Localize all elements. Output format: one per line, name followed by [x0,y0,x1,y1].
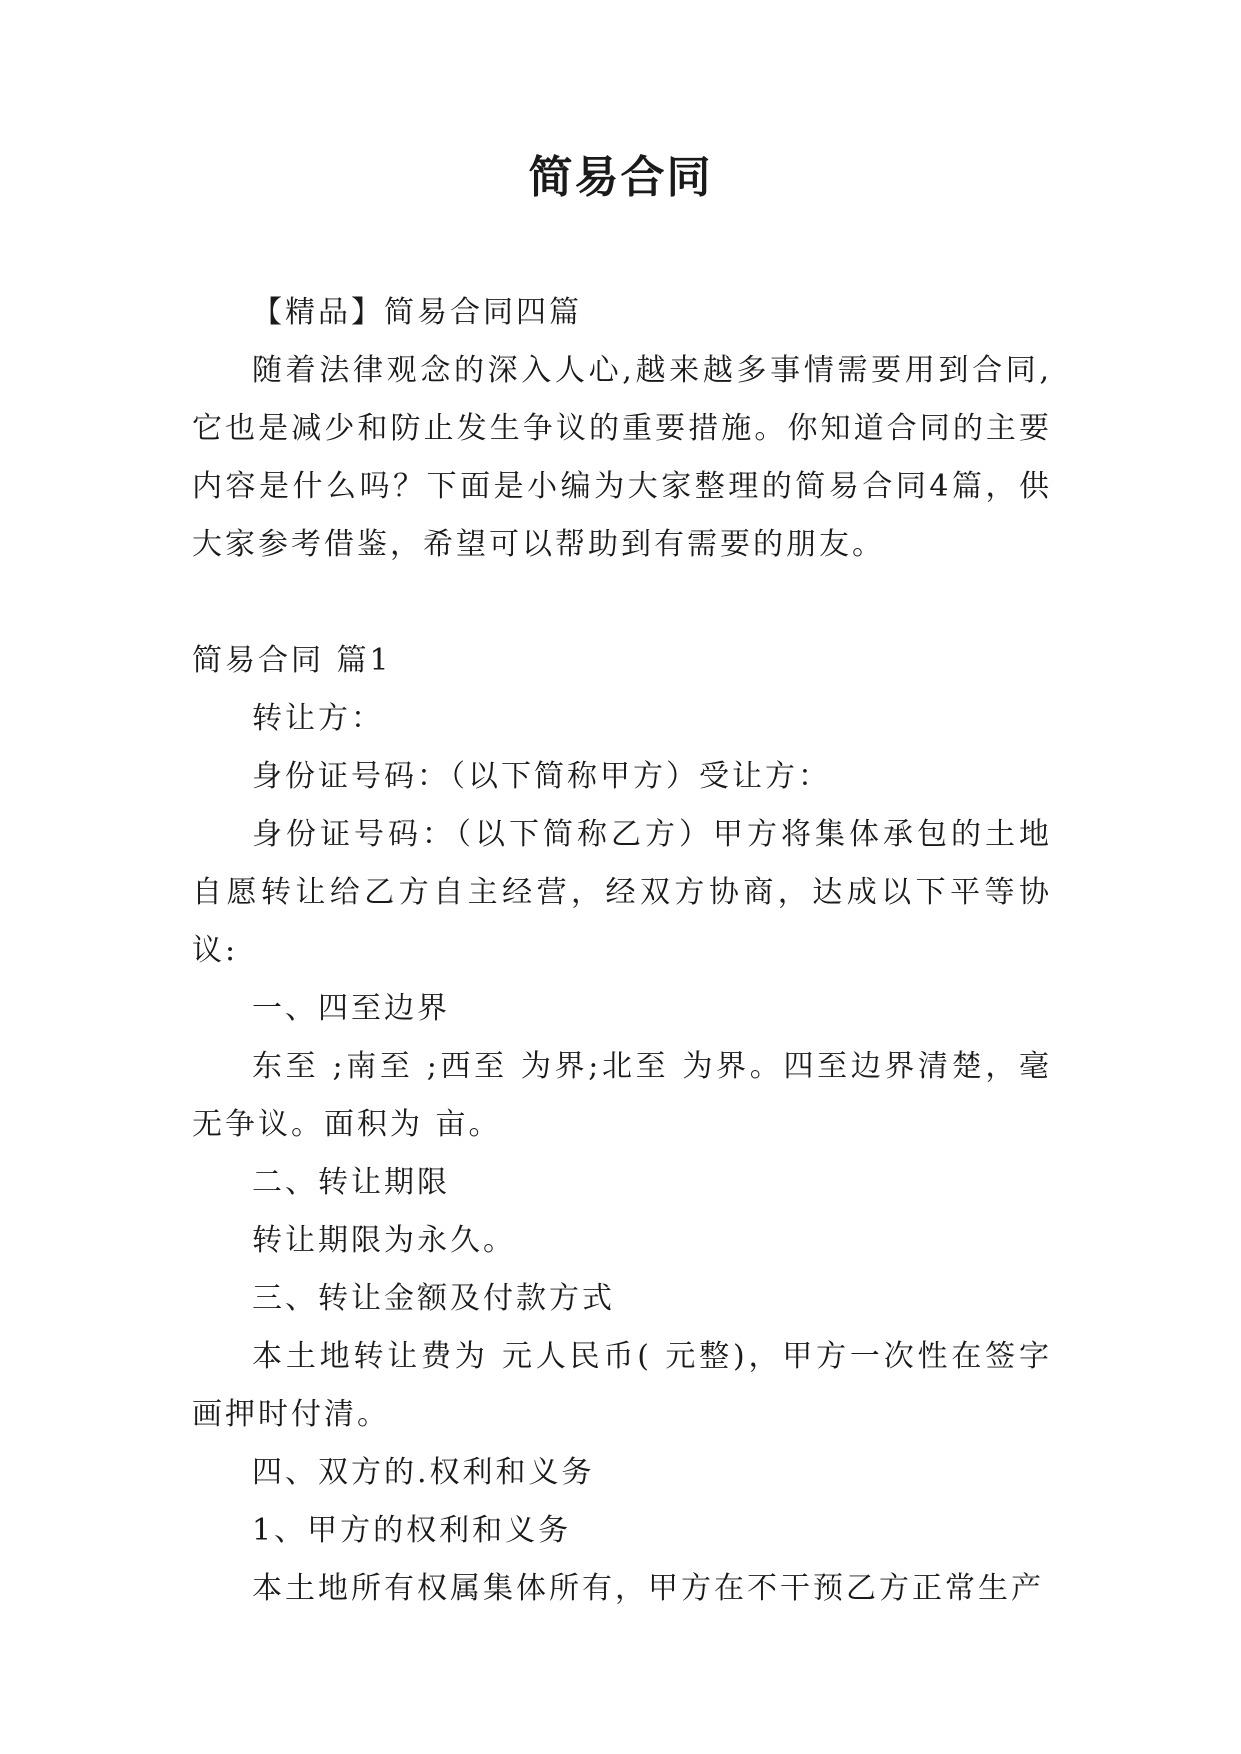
paragraph-id-party-a: 身份证号码：（以下简称甲方）受让方： [252,759,831,794]
intro-paragraph: 随着法律观念的深入人心,越来越多事情需要用到合同,它也是减少和防止发生争议的重要措施。你知道合同的主要内容是什么吗？下面是小编为大家整理的简易合同4篇，供大家参考借鉴，希望可以帮助到有需要的朋友。 [192,353,1052,562]
section-heading: 简易合同 篇1 [192,643,392,678]
paragraph-payment: 本土地转让费为 元人民币( 元整)，甲方一次性在签字画押时付清。 [192,1339,1052,1432]
subclause-heading-party-a: 1、甲方的权利和义务 [252,1513,572,1548]
clause-heading-rights: 四、双方的.权利和义务 [252,1455,595,1490]
paragraph-transferor: 转让方： [252,701,384,736]
paragraph-party-a-rights: 本土地所有权属集体所有，甲方在不干预乙方正常生产 [252,1571,1044,1606]
paragraph-term: 转让期限为永久。 [252,1223,516,1258]
clause-heading-payment: 三、转让金额及付款方式 [252,1281,615,1316]
document-subtitle: 【精品】简易合同四篇 [252,295,582,330]
clause-heading-boundaries: 一、四至边界 [252,991,450,1026]
paragraph-id-party-b: 身份证号码：（以下简称乙方）甲方将集体承包的土地自愿转让给乙方自主经营，经双方协商，达成以下平等协议: [192,817,1052,968]
spacer [192,574,1052,632]
clause-heading-term: 二、转让期限 [252,1165,450,1200]
document-body [192,284,1052,1618]
paragraph-boundaries: 东至 ;南至 ;西至 为界;北至 为界。四至边界清楚，毫无争议。面积为 亩。 [192,1049,1052,1142]
document-title: 简易合同 [528,152,713,203]
